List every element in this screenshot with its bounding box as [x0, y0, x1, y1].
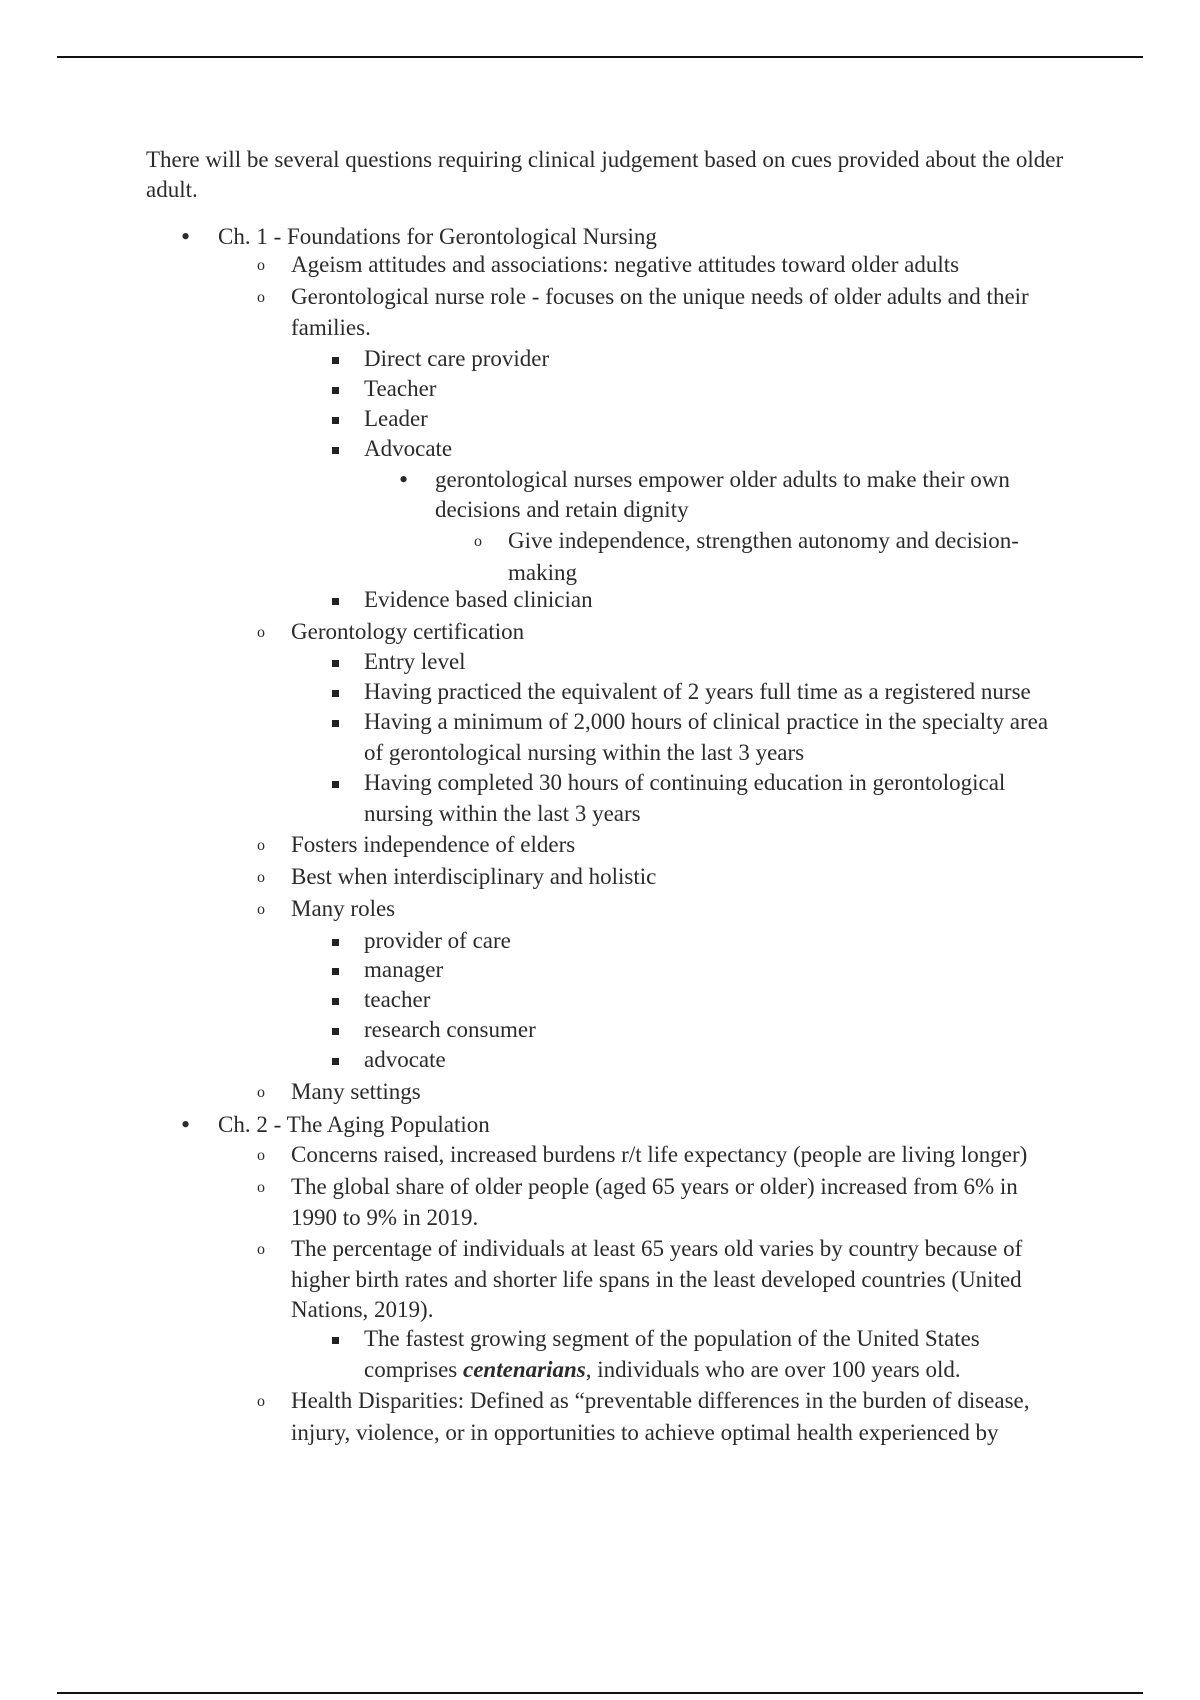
square-marker [332, 968, 339, 975]
circle-marker: o [257, 1241, 265, 1258]
fastest-text-a: comprises [364, 1357, 464, 1382]
nurse-role-line-1: Gerontological nurse role - focuses on the unique needs of older adults and their [291, 284, 1029, 309]
many-roles-sub-item: advocate [364, 1047, 446, 1072]
cert-item-continued: nursing within the last 3 years [364, 801, 641, 826]
global-share-line-1: The global share of older people (aged 65 years or older) increased from 6% in [291, 1174, 1018, 1199]
fosters-item: Fosters independence of elders [291, 832, 576, 857]
square-marker [332, 781, 339, 788]
advocate-note-line-2: decisions and retain dignity [435, 497, 689, 522]
circle-marker: o [257, 869, 265, 886]
square-marker [332, 939, 339, 946]
square-marker [332, 1058, 339, 1065]
circle-marker: o [257, 1179, 265, 1196]
circle-marker: o [257, 289, 265, 306]
health-disparities-line-2: injury, violence, or in opportunities to achieve optimal health experienced by [291, 1420, 999, 1445]
evidence-item: Evidence based clinician [364, 587, 593, 612]
cert-item: Having a minimum of 2,000 hours of clinical practice in the specialty area [364, 709, 1049, 734]
many-roles-sub-item: manager [364, 957, 444, 982]
square-marker [332, 1337, 339, 1344]
fastest-line-1: The fastest growing segment of the population of the United States [364, 1326, 980, 1351]
health-disparities-line-1: Health Disparities: Defined as “preventable differences in the burden of disease, [291, 1388, 1030, 1413]
bullet-marker: • [181, 222, 191, 251]
ageism-item: Ageism attitudes and associations: negative attitudes toward older adults [291, 252, 960, 277]
advocate-note-line-1: gerontological nurses empower older adults to make their own [435, 467, 1010, 492]
square-marker [332, 417, 339, 424]
many-roles-sub-item: research consumer [364, 1017, 536, 1042]
circle-marker: o [257, 1393, 265, 1410]
circle-marker: o [474, 533, 482, 550]
percentage-line-1: The percentage of individuals at least 65 years old varies by country because of [291, 1236, 1023, 1261]
circle-marker: o [257, 1084, 265, 1101]
square-marker [332, 598, 339, 605]
role-item: Leader [364, 406, 428, 431]
certification-item: Gerontology certification [291, 619, 525, 644]
square-marker [332, 357, 339, 364]
square-marker [332, 998, 339, 1005]
bullet-marker: • [399, 465, 409, 494]
many-settings-item: Many settings [291, 1079, 421, 1104]
best-item: Best when interdisciplinary and holistic [291, 864, 657, 889]
fastest-text-c: , individuals who are over 100 years old. [585, 1357, 961, 1382]
many-roles-sub-item: provider of care [364, 928, 511, 953]
many-roles-sub-item: teacher [364, 987, 431, 1012]
square-marker [332, 660, 339, 667]
intro-paragraph: There will be several questions requiring clinical judgement based on cues provided about the older adult. [146, 147, 1064, 202]
role-item: Teacher [364, 376, 437, 401]
circle-marker: o [257, 1147, 265, 1164]
cert-item: Having practiced the equivalent of 2 years full time as a registered nurse [364, 679, 1031, 704]
fastest-line-2 [364, 1355, 961, 1385]
concerns-item: Concerns raised, increased burdens r/t life expectancy (people are living longer) [291, 1142, 1028, 1167]
circle-marker: o [257, 624, 265, 641]
global-share-line-2: 1990 to 9% in 2019. [291, 1205, 479, 1230]
chapter-1-title: Ch. 1 - Foundations for Gerontological Nursing [218, 224, 657, 249]
square-marker [332, 720, 339, 727]
cert-item-continued: of gerontological nursing within the last 3 years [364, 740, 805, 765]
chapter-2-title: Ch. 2 - The Aging Population [218, 1112, 490, 1137]
cert-item: Entry level [364, 649, 466, 674]
square-marker [332, 387, 339, 394]
advocate-sub-line-2: making [508, 560, 577, 585]
percentage-line-3: Nations, 2019). [291, 1297, 434, 1322]
centenarians-term: centenarians [463, 1357, 586, 1382]
bullet-marker: • [181, 1110, 191, 1139]
square-marker [332, 690, 339, 697]
cert-item: Having completed 30 hours of continuing education in gerontological [364, 770, 1006, 795]
role-item: Advocate [364, 436, 453, 461]
nurse-role-line-2: families. [291, 315, 371, 340]
advocate-sub-line-1: Give independence, strengthen autonomy and decision- [508, 528, 1019, 553]
square-marker [332, 1028, 339, 1035]
role-item: Direct care provider [364, 346, 550, 371]
bottom-rule [57, 1692, 1143, 1694]
square-marker [332, 447, 339, 454]
circle-marker: o [257, 257, 265, 274]
percentage-line-2: higher birth rates and shorter life spans in the least developed countries (United [291, 1267, 1022, 1292]
many-roles-item: Many roles [291, 896, 396, 921]
circle-marker: o [257, 901, 265, 918]
circle-marker: o [257, 837, 265, 854]
